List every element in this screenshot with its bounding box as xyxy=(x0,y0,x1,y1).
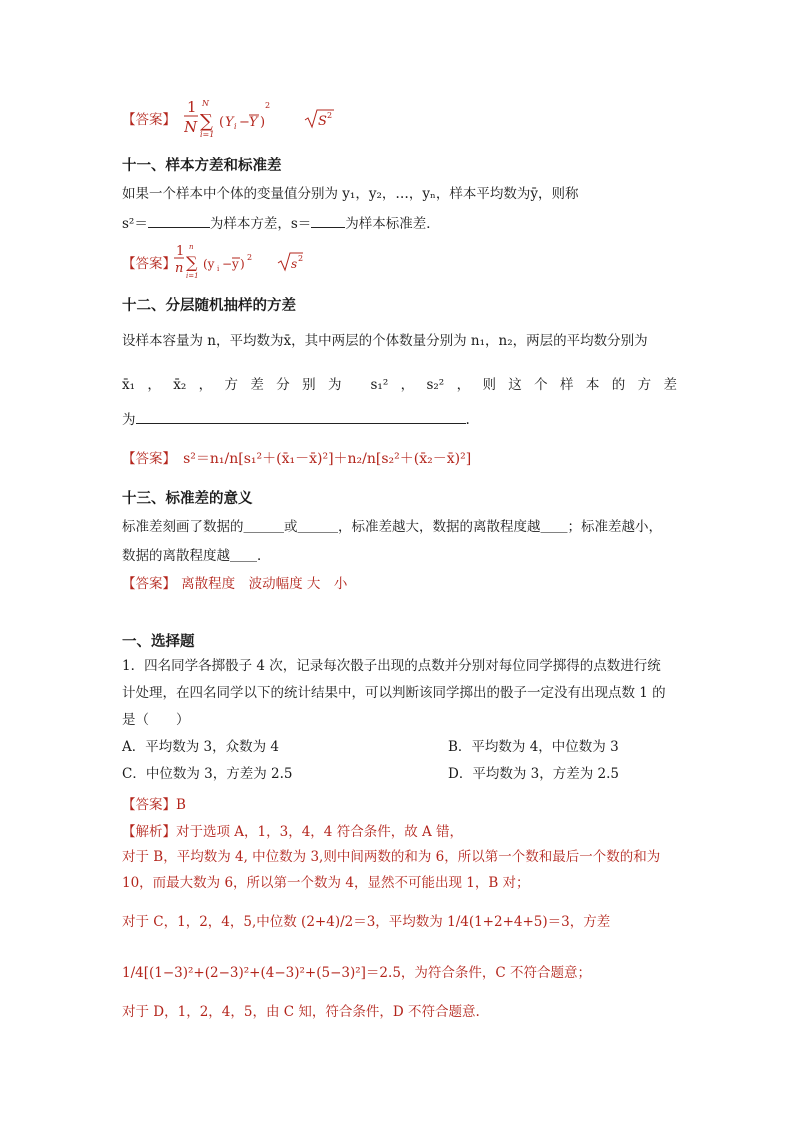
answer-label: 【答案】 xyxy=(122,256,176,272)
svg-text:2: 2 xyxy=(298,254,303,263)
s11-line2 xyxy=(122,213,440,233)
variance-formula-N xyxy=(184,96,304,140)
answer-row-10 xyxy=(122,108,176,128)
svg-text:1: 1 xyxy=(187,98,197,116)
svg-text:2: 2 xyxy=(265,101,271,110)
svg-text:y: y xyxy=(232,257,239,271)
s12-line2: x̄₁，x̄₂，方差分别为 s₁²，s₂²，则这个样本的方差 xyxy=(122,377,677,393)
answer-label: 【答案】 xyxy=(122,112,176,128)
svg-text:): ) xyxy=(240,257,245,271)
analysis-label: 【解析】 xyxy=(122,824,176,840)
answer-sqrt-11 xyxy=(277,251,303,277)
s13-line1: 标准差刻画了数据的＿＿＿或＿＿＿，标准差越大，数据的离散程度越＿＿；标准差越小， xyxy=(122,519,662,535)
answer-13: 离散程度 波动幅度 大 小 xyxy=(181,576,348,592)
s12-line3-text: 为 xyxy=(122,412,136,428)
svg-text:n: n xyxy=(189,243,194,251)
svg-text:): ) xyxy=(260,115,266,130)
svg-text:s: s xyxy=(291,257,298,271)
analysis-5: 1/4[(1−3)²+(2−3)²+(4−3)²+(5−3)²]＝2.5，为符合条件，C 不符合题意； xyxy=(122,965,592,981)
svg-text:2: 2 xyxy=(327,111,333,120)
svg-text:∑: ∑ xyxy=(200,111,213,132)
svg-text:i=1: i=1 xyxy=(186,272,199,280)
analysis-row-1 xyxy=(122,820,463,841)
answer-label: 【答案】 xyxy=(122,576,176,592)
analysis-3: 10，而最大数为 6，所以第一个数为 4，显然不可能出现 1，B 对； xyxy=(122,875,530,891)
answer-12: s²＝n₁/n[s₁²＋(x̄₁－x̄)²]＋n₂/n[s₂²＋(x̄₂－x̄)²] xyxy=(183,451,472,467)
analysis-4: 对于 C，1，2，4，5,中位数 (2+4)/2＝3，平均数为 1/4(1+2+4+5)＝3，方差 xyxy=(122,914,611,930)
analysis-1: 对于选项 A，1，3，4，4 符合条件，故 A 错， xyxy=(176,824,464,840)
s11-line2-b: 为样本方差，s＝ xyxy=(209,216,312,232)
blank-variance[interactable] xyxy=(148,213,210,228)
blank-std[interactable] xyxy=(311,213,345,228)
svg-text:∑: ∑ xyxy=(186,253,198,272)
option-d[interactable]: D．平均数为 3，方差为 2.5 xyxy=(448,766,619,782)
svg-text:1: 1 xyxy=(176,244,185,259)
s12-line3: 为 . xyxy=(122,409,470,429)
svg-text:Y: Y xyxy=(225,115,234,130)
option-a[interactable]: A．平均数为 3，众数为 4 xyxy=(122,739,280,755)
svg-text:i=1: i=1 xyxy=(200,130,215,139)
svg-text:N: N xyxy=(202,99,209,108)
svg-text:(y: (y xyxy=(203,257,215,271)
svg-text:−: − xyxy=(222,257,233,271)
s11-line2-c: 为样本标准差． xyxy=(345,216,440,232)
q1-line2: 计处理，在四名同学以下的统计结果中，可以判断该同学掷出的骰子一定没有出现点数 1 的 xyxy=(122,685,666,701)
option-b[interactable]: B．平均数为 4，中位数为 3 xyxy=(448,739,619,755)
section-11-title: 十一、样本方差和标准差 xyxy=(122,158,282,174)
svg-text:S: S xyxy=(318,114,327,129)
option-c[interactable]: C．中位数为 3，方差为 2.5 xyxy=(122,766,293,782)
sqrt-s2 xyxy=(277,251,303,273)
sqrt-S2 xyxy=(304,108,334,130)
svg-text:(: ( xyxy=(219,115,225,130)
q1-line1: 1．四名同学各掷骰子 4 次，记录每次骰子出现的点数并分别对每位同学掷得的点数进行统 xyxy=(122,658,661,674)
s11-line2-a: s²＝ xyxy=(122,216,148,232)
answer-sqrt-10 xyxy=(304,108,334,134)
section-13-title: 十三、标准差的意义 xyxy=(122,491,253,507)
answer-row-13 xyxy=(122,572,347,593)
svg-text:N: N xyxy=(184,118,198,136)
q1-line3: 是（ ） xyxy=(122,712,190,728)
answer-label: 【答案】 xyxy=(122,797,176,813)
answer-formula-10 xyxy=(184,96,304,144)
s13-line2: 数据的离散程度越＿＿． xyxy=(122,548,271,564)
answer-row-12 xyxy=(122,447,471,468)
svg-text:i: i xyxy=(217,265,220,273)
answer-row-q1 xyxy=(122,793,186,814)
analysis-2: 对于 B，平均数为 4, 中位数为 3,则中间两数的和为 6，所以第一个数和最后一个数的和为 xyxy=(122,849,661,865)
answer-formula-11 xyxy=(174,240,294,288)
variance-formula-n xyxy=(174,240,294,284)
svg-text:i: i xyxy=(234,122,237,131)
svg-text:Y: Y xyxy=(249,115,258,130)
svg-text:2: 2 xyxy=(247,253,253,262)
s11-line1: 如果一个样本中个体的变量值分别为 y₁，y₂，…，yₙ，样本平均数为ȳ，则称 xyxy=(122,186,579,202)
section-choice-title: 一、选择题 xyxy=(122,634,195,650)
answer-row-11 xyxy=(122,252,176,272)
svg-text:n: n xyxy=(175,261,184,276)
answer-q1: B xyxy=(176,797,186,813)
svg-text:−: − xyxy=(239,115,250,130)
s12-line1: 设样本容量为 n，平均数为x̄，其中两层的个体数量分别为 n₁，n₂，两层的平均数分别为 xyxy=(122,333,648,349)
section-12-title: 十二、分层随机抽样的方差 xyxy=(122,298,296,314)
answer-label: 【答案】 xyxy=(122,451,176,467)
blank-stratified-variance[interactable] xyxy=(136,409,466,424)
analysis-6: 对于 D，1，2，4，5，由 C 知，符合条件，D 不符合题意. xyxy=(122,1004,480,1020)
